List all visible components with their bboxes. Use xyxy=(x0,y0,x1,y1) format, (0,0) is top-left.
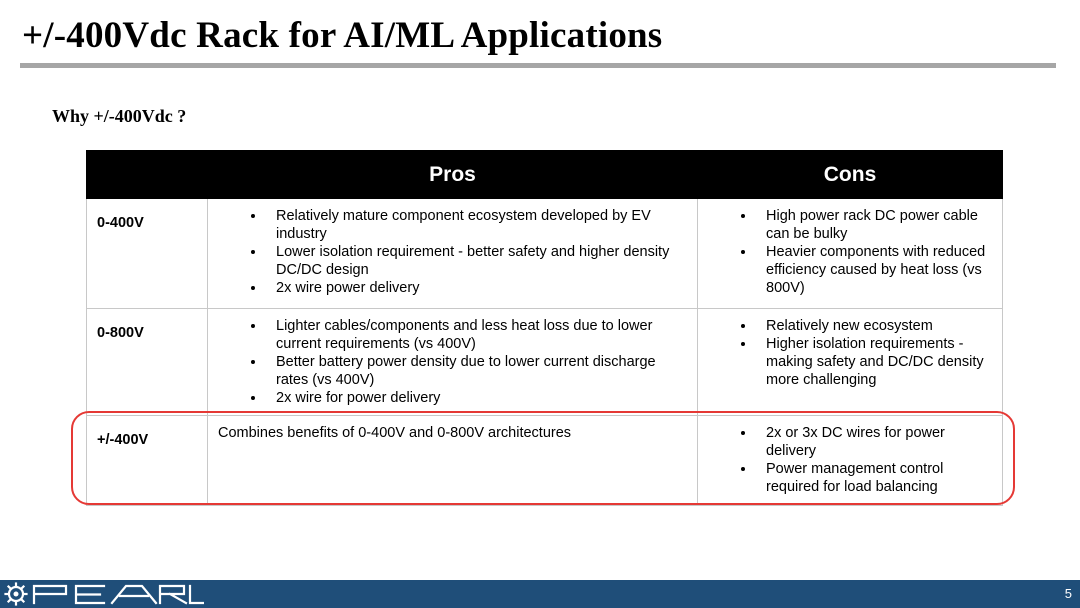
pros-cell xyxy=(208,199,698,309)
cons-item: • 2x or 3x DC wires for power delivery xyxy=(756,424,992,460)
footer-bar xyxy=(0,580,1080,608)
row-label: 0-800V xyxy=(87,309,208,416)
page-number: 5 xyxy=(1064,586,1072,601)
cons-item: • Relatively new ecosystem xyxy=(756,317,992,335)
cons-item: • High power rack DC power cable can be bulky xyxy=(756,207,992,243)
pearl-logo xyxy=(4,582,204,606)
comparison-table xyxy=(86,150,1003,506)
header-cons: Cons xyxy=(698,151,1003,199)
pros-cell xyxy=(208,309,698,416)
table-row xyxy=(87,416,1003,506)
pros-cell xyxy=(208,416,698,506)
table-row xyxy=(87,309,1003,416)
table-row xyxy=(87,199,1003,309)
pros-item: • Relatively mature component ecosystem developed by EV industry xyxy=(266,207,687,243)
cons-item: • Heavier components with reduced efficiency caused by heat loss (vs 800V) xyxy=(756,243,992,297)
pros-text: Combines benefits of 0-400V and 0-800V architectures xyxy=(218,425,572,441)
cons-item: • Higher isolation requirements - making safety and DC/DC density more challenging xyxy=(756,335,992,389)
cons-cell xyxy=(698,199,1003,309)
pros-item: • 2x wire power delivery xyxy=(266,279,687,297)
header-pros: Pros xyxy=(208,151,698,199)
header-empty xyxy=(87,151,208,199)
row-label: +/-400V xyxy=(87,416,208,506)
pros-item: • Lower isolation requirement - better safety and higher density DC/DC design xyxy=(266,243,687,279)
table-header-row xyxy=(87,151,1003,199)
title-underline xyxy=(20,63,1056,68)
pros-item: • 2x wire for power delivery xyxy=(266,389,687,407)
pros-item: • Better battery power density due to lower current discharge rates (vs 400V) xyxy=(266,353,687,389)
pros-item: • Lighter cables/components and less heat loss due to lower current requirements (vs 400V) xyxy=(266,317,687,353)
slide-title: +/-400Vdc Rack for AI/ML Applications xyxy=(22,15,663,56)
cons-cell xyxy=(698,309,1003,416)
cons-item: • Power management control required for load balancing xyxy=(756,460,992,496)
cons-cell xyxy=(698,416,1003,506)
slide-subtitle: Why +/-400Vdc ? xyxy=(52,106,187,126)
row-label: 0-400V xyxy=(87,199,208,309)
